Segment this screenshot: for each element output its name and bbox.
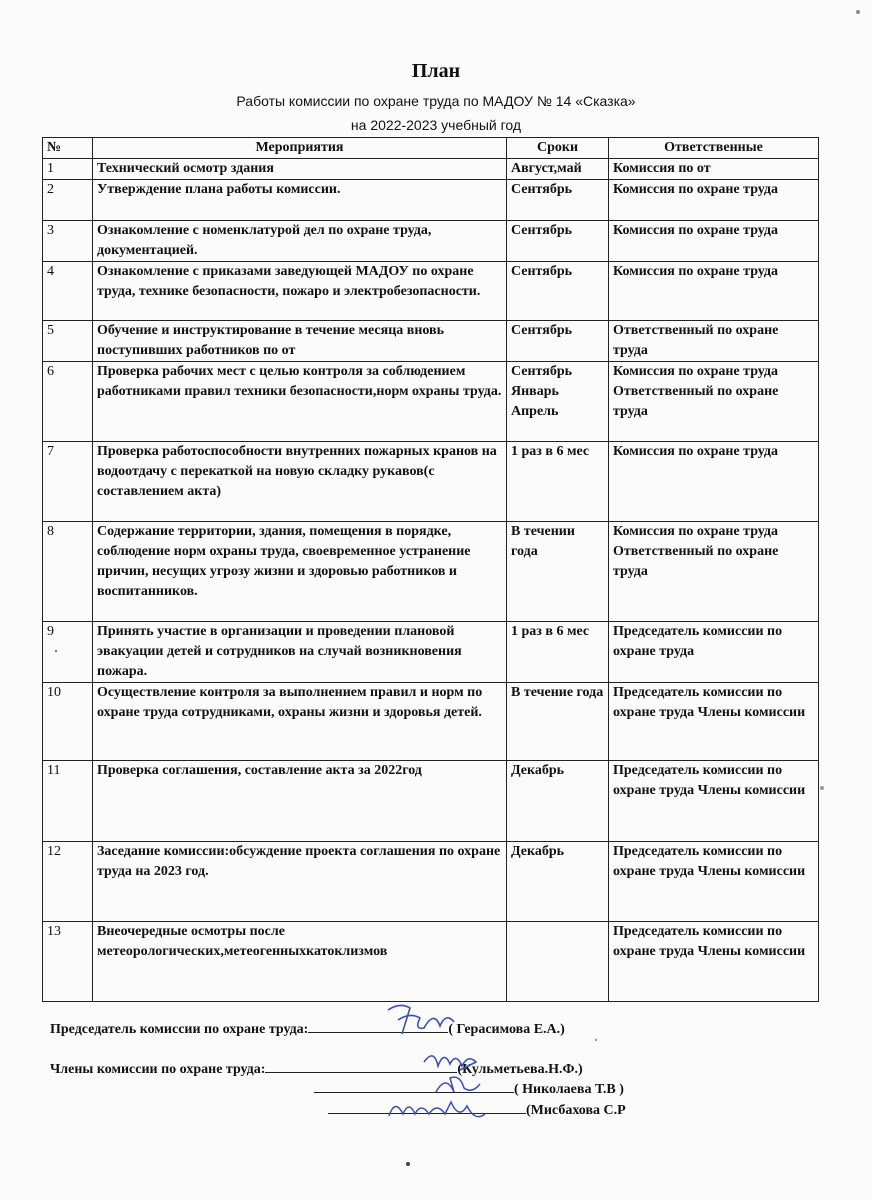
row-period: Декабрь xyxy=(507,761,609,842)
subtitle-year: на 2022-2023 учебный год xyxy=(350,117,522,133)
row-num: 5 xyxy=(43,321,93,362)
row-responsible: Комиссия по охране труда xyxy=(609,221,819,262)
row-event: Проверка работоспособности внутренних пожарных кранов на водоотдачу с перекаткой на новую складку рукавов(с составлением акта) xyxy=(93,442,507,522)
row-event: Ознакомление с приказами заведующей МАДОУ по охране труда, технике безопасности, пожаро и электробезопасности. xyxy=(93,262,507,321)
header-responsible: Ответственные xyxy=(609,138,819,159)
row-event: Утверждение плана работы комиссии. xyxy=(93,180,507,221)
row-responsible: Ответственный по охране труда xyxy=(609,321,819,362)
row-period: В течение года xyxy=(507,683,609,761)
row-event: Проверка рабочих мест с целью контроля за соблюдением работниками правил техники безопасности,норм охраны труда. xyxy=(93,362,507,442)
row-num: 10 xyxy=(43,683,93,761)
row-responsible: Комиссия по от xyxy=(609,159,819,180)
row-num: 1 xyxy=(43,159,93,180)
row-event: Осуществление контроля за выполнением правил и норм по охране труда сотрудниками, охраны жизни и здоровья детей. xyxy=(93,683,507,761)
chair-label: Председатель комиссии по охране труда: xyxy=(50,1022,309,1037)
row-period: Сентябрь xyxy=(507,221,609,262)
row-period: 1 раз в 6 мес xyxy=(507,622,609,683)
row-period: Сентябрь Январь Апрель xyxy=(507,362,609,442)
row-responsible: Председатель комиссии по охране труда Члены комиссии xyxy=(609,683,819,761)
row-responsible: Комиссия по охране труда xyxy=(609,442,819,522)
row-event: Содержание территории, здания, помещения в порядке, соблюдение норм охраны труда, своевременное устранение причин, несущих угрозу жизни и здоровью работников и воспитанников. xyxy=(93,522,507,622)
row-num: 7 xyxy=(43,442,93,522)
row-period: 1 раз в 6 мес xyxy=(507,442,609,522)
row-num: 2 xyxy=(43,180,93,221)
header-period: Сроки xyxy=(507,138,609,159)
row-responsible: Председатель комиссии по охране труда Члены комиссии xyxy=(609,842,819,922)
subtitle-organization: Работы комиссии по охране труда по МАДОУ № 14 «Сказка» xyxy=(236,93,636,109)
chair-name: ( Герасимова Е.А.) xyxy=(448,1022,565,1037)
row-event: Проверка соглашения, составление акта за 2022год xyxy=(93,761,507,842)
row-period: Декабрь xyxy=(507,842,609,922)
row-responsible: Комиссия по охране труда Ответственный по охране труда xyxy=(609,362,819,442)
row-num: 6 xyxy=(43,362,93,442)
header-num: № xyxy=(43,138,93,159)
row-responsible: Комиссия по охране труда Ответственный по охране труда xyxy=(609,522,819,622)
row-period: В течении года xyxy=(507,522,609,622)
row-num: 3 xyxy=(43,221,93,262)
row-num: 11 xyxy=(43,761,93,842)
row-event: Обучение и инструктирование в течение месяца вновь поступивших работников по от xyxy=(93,321,507,362)
row-responsible: Председатель комиссии по охране труда Члены комиссии xyxy=(609,922,819,1002)
row-event: Внеочередные осмотры после метеорологических,метеогенныхкатоклизмов xyxy=(93,922,507,1002)
members-label: Члены комиссии по охране труда: xyxy=(50,1062,266,1077)
row-num: 9 xyxy=(43,622,93,683)
page-title: План xyxy=(411,60,461,82)
row-period: Сентябрь xyxy=(507,180,609,221)
row-num: 12 xyxy=(43,842,93,922)
row-responsible: Комиссия по охране труда xyxy=(609,262,819,321)
row-num: 13 xyxy=(43,922,93,1002)
row-responsible: Председатель комиссии по охране труда xyxy=(609,622,819,683)
member-1-name: (Кульметьева.Н.Ф.) xyxy=(457,1062,583,1077)
row-period: Август,май xyxy=(507,159,609,180)
row-num: 4 xyxy=(43,262,93,321)
row-event: Заседание комиссии:обсуждение проекта соглашения по охране труда на 2023 год. xyxy=(93,842,507,922)
row-event: Технический осмотр здания xyxy=(93,159,507,180)
row-event: Принять участие в организации и проведении плановой эвакуации детей и сотрудников на случай возникновения пожара. xyxy=(93,622,507,683)
row-event: Ознакомление с номенклатурой дел по охране труда, документацией. xyxy=(93,221,507,262)
member-3-name: (Мисбахова С.Р xyxy=(526,1103,626,1118)
member-2-name: ( Николаева Т.В ) xyxy=(514,1082,624,1097)
row-responsible: Комиссия по охране труда xyxy=(609,180,819,221)
header-events: Мероприятия xyxy=(93,138,507,159)
row-period: Сентябрь xyxy=(507,321,609,362)
row-responsible: Председатель комиссии по охране труда Члены комиссии xyxy=(609,761,819,842)
row-period: Сентябрь xyxy=(507,262,609,321)
row-num: 8 xyxy=(43,522,93,622)
